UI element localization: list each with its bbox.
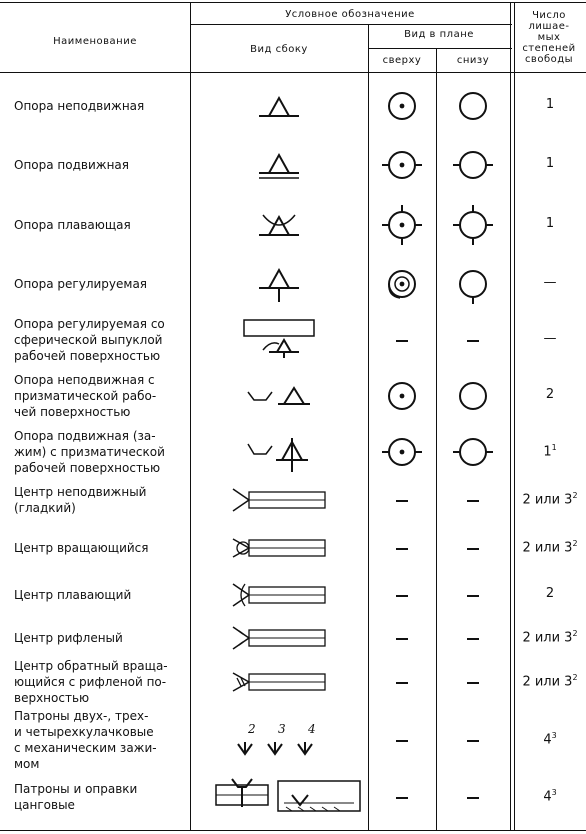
- dof-number: 2 или 3: [522, 630, 573, 646]
- dof-footnote: 3: [551, 731, 557, 740]
- plan-top-fixed: [378, 82, 426, 134]
- dof-value: [514, 216, 586, 231]
- plan-top-none: [396, 500, 408, 502]
- jaw-chuck-symbols: [234, 724, 324, 762]
- header-dof-line: мых: [537, 32, 561, 43]
- row-name-line: мом: [14, 757, 40, 771]
- row-name: [14, 484, 186, 516]
- row-name-line: Опора плавающая: [14, 218, 131, 232]
- plan-top-none: [396, 682, 408, 684]
- dof-number: 2 или 3: [522, 540, 573, 556]
- plan-top-prismatic: [378, 372, 426, 424]
- dof-value: [514, 491, 586, 507]
- row-name-line: Опора неподвижная с: [14, 373, 155, 387]
- rule-bottom: [0, 830, 586, 831]
- row-name-line: и четырехкулачковые: [14, 725, 154, 739]
- row-name: [14, 372, 186, 420]
- dof-value: [514, 156, 586, 171]
- row-name-line: Патроны двух-, трех-: [14, 709, 149, 723]
- row-name-line: рабочей поверхностью: [14, 349, 161, 363]
- plan-top-floating: [378, 201, 426, 253]
- dof-value: [514, 331, 586, 346]
- col-border: [510, 2, 511, 830]
- prismatic-fixed-symbol: [244, 382, 314, 416]
- rule-top: [0, 2, 586, 3]
- header-bottom: снизу: [456, 55, 490, 66]
- dof-number: 1: [545, 216, 555, 231]
- row-name: [14, 316, 186, 364]
- dof-value: [514, 443, 586, 459]
- dof-number: 2: [545, 586, 555, 601]
- plan-top-none: [396, 797, 408, 799]
- plan-top-none: [396, 638, 408, 640]
- plan-bottom-none: [467, 340, 479, 342]
- rule-designation: [190, 24, 512, 25]
- row-name-line: Центр рифленый: [14, 631, 123, 645]
- dof-value: [514, 788, 586, 804]
- dof-number: 1: [545, 97, 555, 112]
- header-dof: [512, 10, 586, 65]
- plan-top-none: [396, 740, 408, 742]
- plan-top-adjustable: [378, 260, 426, 312]
- dof-number: 2 или 3: [522, 674, 573, 690]
- row-name: [14, 157, 186, 173]
- row-name-line: Патроны и оправки: [14, 782, 138, 796]
- plan-top-none: [396, 340, 408, 342]
- row-name-line: с механическим зажи-: [14, 741, 157, 755]
- dof-number: —: [543, 331, 557, 346]
- plan-top-none: [396, 595, 408, 597]
- plan-top-prismatic-clamp: [378, 428, 426, 480]
- adjustable-support-symbol: [257, 268, 301, 310]
- rotating-center-symbol: [229, 535, 329, 565]
- row-name-line: Центр неподвижный: [14, 485, 147, 499]
- chuck-jaw-label: 4: [308, 722, 316, 736]
- dof-number: 1: [543, 444, 552, 460]
- dof-number: 1: [545, 156, 555, 171]
- fixed-support-symbol: [257, 92, 301, 126]
- header-dof-line: свободы: [524, 54, 574, 65]
- row-name: [14, 658, 186, 706]
- plan-bottom-none: [467, 638, 479, 640]
- spherical-support-symbol: [239, 318, 319, 362]
- plan-bottom-floating: [449, 201, 497, 253]
- row-name-line: Опора неподвижная: [14, 99, 145, 113]
- plan-bottom-prismatic-clamp: [449, 428, 497, 480]
- dof-footnote: 2: [572, 491, 578, 500]
- row-name-line: верхностью: [14, 691, 90, 705]
- header-name: Наименование: [53, 36, 137, 47]
- dof-value: [514, 673, 586, 689]
- floating-center-symbol: [229, 582, 329, 612]
- row-name-line: Центр вращающийся: [14, 541, 149, 555]
- row-name-line: (гладкий): [14, 501, 76, 515]
- dof-footnote: 2: [572, 673, 578, 682]
- row-name-line: жим) с призматической: [14, 445, 165, 459]
- collet-chuck-symbol: [214, 775, 362, 819]
- plan-top-movable: [378, 141, 426, 193]
- dof-value: [514, 539, 586, 555]
- row-name: [14, 630, 186, 646]
- plan-bottom-none: [467, 682, 479, 684]
- header-dof-line: лишае-: [528, 21, 570, 32]
- col-border: [368, 24, 369, 830]
- row-name-line: Опора регулируемая: [14, 277, 148, 291]
- dof-value: [514, 387, 586, 402]
- dof-number: —: [543, 275, 557, 290]
- plan-bottom-none: [467, 500, 479, 502]
- plan-bottom-none: [467, 548, 479, 550]
- reverse-center-symbol: [229, 669, 329, 699]
- prismatic-clamp-symbol: [244, 434, 314, 478]
- dof-footnote: 3: [551, 788, 557, 797]
- row-name-line: призматической рабо-: [14, 389, 157, 403]
- row-name: [14, 708, 186, 772]
- col-border: [190, 2, 191, 830]
- dof-number: 2 или 3: [522, 492, 573, 508]
- plan-bottom-adjustable: [449, 260, 497, 312]
- plan-bottom-prismatic: [449, 372, 497, 424]
- row-name: [14, 781, 186, 813]
- row-name-line: Опора подвижная (за-: [14, 429, 156, 443]
- header-top: сверху: [382, 55, 422, 66]
- row-name-line: цанговые: [14, 798, 75, 812]
- dof-value: [514, 275, 586, 290]
- chuck-jaw-label: 3: [278, 722, 286, 736]
- header-dof-line: степеней: [522, 43, 576, 54]
- row-name-line: Опора подвижная: [14, 158, 130, 172]
- row-name-line: сферической выпуклой: [14, 333, 163, 347]
- dof-footnote: 2: [572, 539, 578, 548]
- plan-bottom-fixed: [449, 82, 497, 134]
- header-designation: Условное обозначение: [285, 9, 415, 20]
- dof-number: 4: [543, 732, 552, 748]
- row-name: [14, 276, 186, 292]
- col-border: [514, 2, 515, 830]
- chuck-jaw-label: 2: [248, 722, 256, 736]
- plan-bottom-none: [467, 740, 479, 742]
- rule-header-bottom: [0, 72, 586, 73]
- grooved-center-symbol: [229, 625, 329, 655]
- row-name-line: Центр плавающий: [14, 588, 132, 602]
- row-name-line: чей поверхностью: [14, 405, 131, 419]
- dof-value: [514, 97, 586, 112]
- dof-number: 4: [543, 789, 552, 805]
- row-name: [14, 587, 186, 603]
- row-name-line: Центр обратный враща-: [14, 659, 168, 673]
- header-dof-line: Число: [532, 10, 566, 21]
- dof-value: [514, 586, 586, 601]
- plan-bottom-none: [467, 797, 479, 799]
- row-name-line: ющийся с рифленой по-: [14, 675, 167, 689]
- movable-support-symbol: [257, 151, 301, 185]
- row-name: [14, 217, 186, 233]
- row-name-line: рабочей поверхностью: [14, 461, 161, 475]
- dof-number: 2: [545, 387, 555, 402]
- dof-value: [514, 629, 586, 645]
- fixed-center-symbol: [229, 487, 329, 517]
- plan-bottom-none: [467, 595, 479, 597]
- row-name-line: Опора регулируемая со: [14, 317, 165, 331]
- plan-top-none: [396, 548, 408, 550]
- row-name: [14, 98, 186, 114]
- header-plan-view: Вид в плане: [404, 29, 474, 40]
- rule-plan: [368, 48, 512, 49]
- dof-footnote: 1: [551, 443, 557, 452]
- floating-support-symbol: [257, 209, 301, 247]
- dof-footnote: 2: [572, 629, 578, 638]
- row-name: [14, 540, 186, 556]
- plan-bottom-movable: [449, 141, 497, 193]
- header-side-view: Вид сбоку: [250, 44, 308, 55]
- row-name: [14, 428, 186, 476]
- dof-value: [514, 731, 586, 747]
- col-border: [436, 48, 437, 830]
